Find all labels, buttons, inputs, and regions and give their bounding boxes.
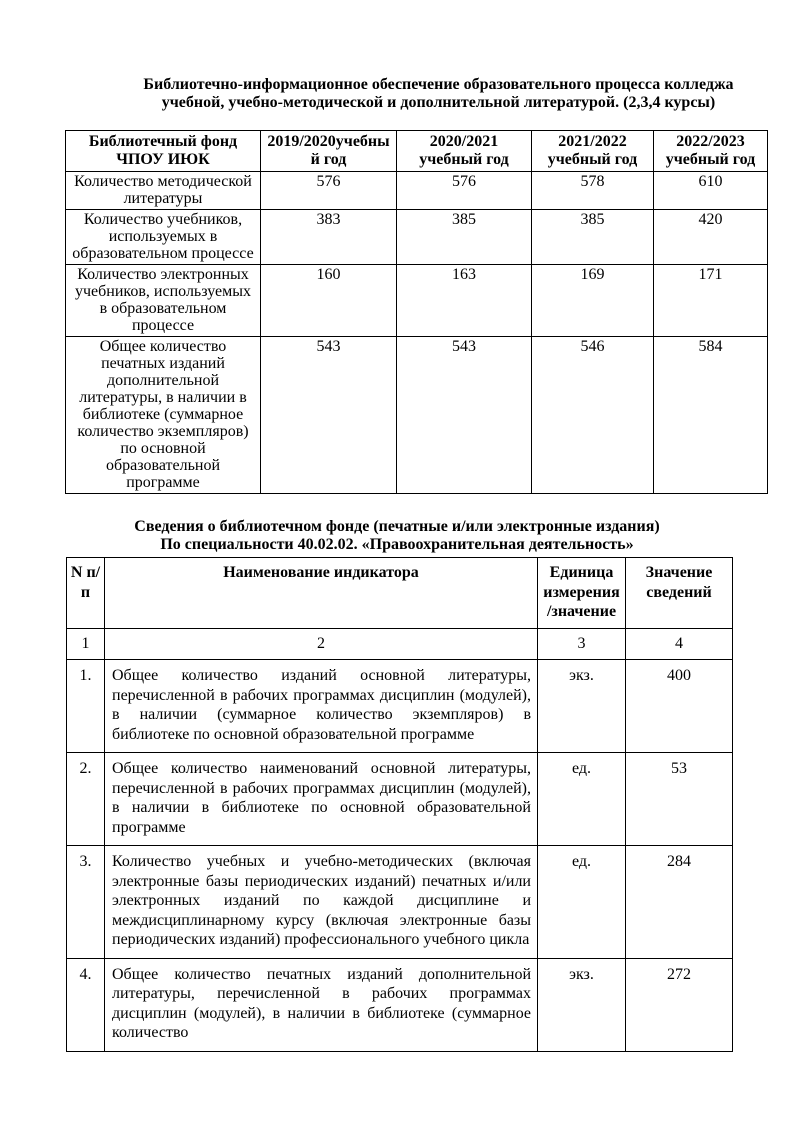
t1-row2-label: Количество учебников, используемых в образовательном процессе [66, 210, 261, 265]
t1-row1-value-2020: 576 [397, 172, 532, 210]
t2-colnum-3: 3 [538, 628, 626, 660]
t2-header-indicator: Наименование индикатора [105, 558, 538, 629]
library-fund-header-row [66, 131, 768, 172]
table-row [66, 172, 768, 210]
t1-row4-label: Общее количество печатных изданий дополнительной литературы, в наличии в библиотеке (суммарное количество экземпляров) по основной образовательной программе [66, 337, 261, 494]
t1-header-year-2021-2022: 2021/2022 учебный год [532, 131, 654, 172]
t1-header-year-2022-2023: 2022/2023 учебный год [654, 131, 768, 172]
t2-row1-unit: экз. [538, 660, 626, 753]
library-fund-table [65, 130, 768, 494]
t1-row1-value-2019: 576 [261, 172, 397, 210]
t1-row1-value-2021: 578 [532, 172, 654, 210]
document-title-line2: учебной, учебно-методической и дополнительной литературой. (2,3,4 курсы) [161, 94, 716, 111]
t1-row3-value-2019: 160 [261, 265, 397, 337]
t1-row2-value-2020: 385 [397, 210, 532, 265]
t1-row1-value-2022: 610 [654, 172, 768, 210]
t2-header-num: N п/п [67, 558, 105, 629]
t1-row2-value-2021: 385 [532, 210, 654, 265]
t1-row4-value-2022: 584 [654, 337, 768, 494]
t1-row4-value-2019: 543 [261, 337, 397, 494]
t2-row3-num: 3. [67, 846, 105, 959]
table-row [66, 210, 768, 265]
document-title-line1: Библиотечно-информационное обеспечение образовательного процесса колледжа [143, 76, 734, 93]
t2-row4-value: 272 [626, 958, 733, 1051]
section2-title-line1: Сведения о библиотечном фонде (печатные и/или электронные издания) [134, 518, 660, 535]
section2-title-line2: По специальности 40.02.02. «Правоохранительная деятельность» [160, 536, 634, 553]
t2-row4-unit: экз. [538, 958, 626, 1051]
t2-row2-num: 2. [67, 753, 105, 846]
indicators-numbering-row [67, 628, 733, 660]
t1-row3-value-2020: 163 [397, 265, 532, 337]
t1-header-year-2020-2021: 2020/2021 учебный год [397, 131, 532, 172]
t1-row1-label: Количество методической литературы [66, 172, 261, 210]
t2-header-value: Значение сведений [626, 558, 733, 629]
t1-row2-value-2022: 420 [654, 210, 768, 265]
t2-row4-indicator: Общее количество печатных изданий дополнительной литературы, перечисленной в рабочих программах дисциплин (модулей), в наличии в библиотеке (суммарное количество [105, 958, 538, 1051]
t2-row2-indicator: Общее количество наименований основной литературы, перечисленной в рабочих программах дисциплин (модулей), в наличии в библиотеке по основной образовательной программе [105, 753, 538, 846]
t2-row3-value: 284 [626, 846, 733, 959]
t2-row1-value: 400 [626, 660, 733, 753]
t1-header-fund-name: Библиотечный фонд ЧПОУ ИЮК [66, 131, 261, 172]
table-row [66, 265, 768, 337]
t1-header-year-2019-2020: 2019/2020учебный год [261, 131, 397, 172]
t2-header-unit: Единица измерения /значение [538, 558, 626, 629]
section2-title [62, 518, 732, 554]
table-row [67, 660, 733, 753]
table-row [67, 846, 733, 959]
t1-row3-value-2021: 169 [532, 265, 654, 337]
t2-colnum-4: 4 [626, 628, 733, 660]
t2-row2-unit: ед. [538, 753, 626, 846]
t2-row1-num: 1. [67, 660, 105, 753]
t2-row2-value: 53 [626, 753, 733, 846]
indicators-header-row [67, 558, 733, 629]
table-row [67, 753, 733, 846]
t2-colnum-1: 1 [67, 628, 105, 660]
t1-row3-label: Количество электронных учебников, используемых в образовательном процессе [66, 265, 261, 337]
t2-row1-indicator: Общее количество изданий основной литературы, перечисленной в рабочих программах дисциплин (модулей), в наличии (суммарное количество экземпляров) в библиотеке по основной образовательной программе [105, 660, 538, 753]
t1-row3-value-2022: 171 [654, 265, 768, 337]
t1-row4-value-2021: 546 [532, 337, 654, 494]
t2-colnum-2: 2 [105, 628, 538, 660]
t2-row4-num: 4. [67, 958, 105, 1051]
table-row [67, 958, 733, 1051]
library-indicators-table [66, 557, 733, 1052]
table-row [66, 337, 768, 494]
document-title [110, 76, 767, 112]
t1-row4-value-2020: 543 [397, 337, 532, 494]
t2-row3-unit: ед. [538, 846, 626, 959]
t1-row2-value-2019: 383 [261, 210, 397, 265]
t2-row3-indicator: Количество учебных и учебно-методических (включая электронные базы периодических изданий) печатных и/или электронных изданий по каждой дисциплине и междисциплинарному курсу (включая электронные базы периодических изданий) профессионального учебного цикла [105, 846, 538, 959]
